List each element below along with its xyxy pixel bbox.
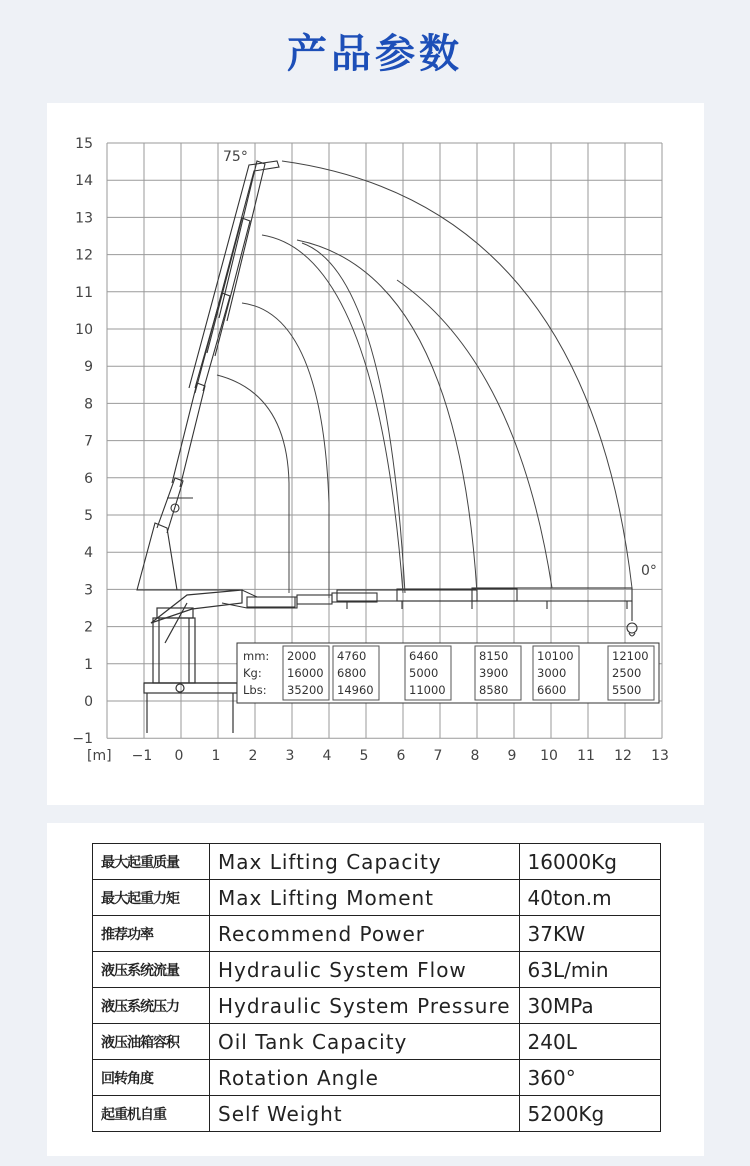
spec-table bbox=[92, 843, 661, 1132]
load-mm-value: 2000 bbox=[287, 649, 317, 663]
x-tick-label: 2 bbox=[248, 748, 258, 764]
spec-card bbox=[47, 823, 704, 1156]
spec-value: 30MPa bbox=[519, 988, 660, 1024]
spec-row bbox=[93, 952, 661, 988]
x-tick-label: 9 bbox=[507, 748, 517, 764]
y-tick-label: −1 bbox=[72, 731, 93, 748]
spec-value: 5200Kg bbox=[519, 1096, 660, 1132]
y-tick-label: 15 bbox=[75, 136, 93, 152]
load-kg-value: 2500 bbox=[612, 666, 642, 680]
y-tick-label: 1 bbox=[84, 656, 93, 673]
x-tick-label: 10 bbox=[540, 748, 558, 764]
page-title: 产品参数 bbox=[287, 31, 463, 77]
spec-name-en: Hydraulic System Pressure bbox=[210, 988, 520, 1024]
y-tick-label: 5 bbox=[84, 508, 93, 524]
spec-name-cn: 起重机自重 bbox=[93, 1096, 210, 1132]
y-tick-label: 8 bbox=[84, 396, 93, 413]
spec-row bbox=[93, 880, 661, 916]
load-mm-value: 10100 bbox=[537, 649, 574, 663]
x-tick-label: 12 bbox=[614, 748, 632, 764]
spec-name-en: Rotation Angle bbox=[210, 1060, 520, 1096]
spec-name-en: Self Weight bbox=[210, 1096, 520, 1132]
unit-mm-label: mm: bbox=[243, 649, 270, 663]
spec-value: 37KW bbox=[519, 916, 660, 952]
x-tick-label: 0 bbox=[174, 748, 184, 764]
x-tick-label: 7 bbox=[433, 748, 443, 764]
x-tick-label: 5 bbox=[359, 748, 369, 764]
load-lbs-value: 35200 bbox=[287, 683, 324, 697]
y-tick-label: 9 bbox=[84, 359, 93, 376]
y-tick-label: 2 bbox=[84, 619, 93, 636]
spec-value: 16000Kg bbox=[519, 844, 660, 880]
spec-name-cn: 液压系统流量 bbox=[93, 952, 210, 988]
unit-kg-label: Kg: bbox=[243, 666, 262, 680]
spec-name-cn: 最大起重质量 bbox=[93, 844, 210, 880]
spec-row bbox=[93, 988, 661, 1024]
boom-raised bbox=[137, 161, 279, 590]
spec-value: 240L bbox=[519, 1024, 660, 1060]
x-tick-label: 3 bbox=[285, 748, 295, 764]
load-kg-value: 5000 bbox=[409, 666, 439, 680]
x-tick-label: 6 bbox=[396, 748, 406, 764]
load-chart bbox=[47, 103, 704, 805]
load-kg-value: 3900 bbox=[479, 666, 509, 680]
y-axis-labels bbox=[72, 136, 93, 747]
load-kg-value: 6800 bbox=[337, 666, 367, 680]
spec-name-cn: 推荐功率 bbox=[93, 916, 210, 952]
x-tick-label: 8 bbox=[470, 748, 480, 764]
spec-row bbox=[93, 1096, 661, 1132]
spec-name-en: Max Lifting Capacity bbox=[210, 844, 520, 880]
x-tick-label: 1 bbox=[211, 748, 221, 764]
x-axis-labels bbox=[132, 748, 669, 764]
spec-name-cn: 液压系统压力 bbox=[93, 988, 210, 1024]
load-chart-card bbox=[47, 103, 704, 805]
load-mm-value: 4760 bbox=[337, 649, 367, 663]
load-lbs-value: 8580 bbox=[479, 683, 509, 697]
spec-row bbox=[93, 844, 661, 880]
x-tick-label: 11 bbox=[577, 748, 595, 764]
y-tick-label: 14 bbox=[75, 173, 93, 190]
spec-name-cn: 回转角度 bbox=[93, 1060, 210, 1096]
y-tick-label: 6 bbox=[84, 470, 93, 487]
y-tick-label: 11 bbox=[75, 284, 93, 301]
x-tick-label: −1 bbox=[131, 748, 153, 764]
y-tick-label: 0 bbox=[84, 694, 93, 710]
y-tick-label: 12 bbox=[75, 247, 93, 264]
spec-row bbox=[93, 916, 661, 952]
spec-name-en: Max Lifting Moment bbox=[210, 880, 520, 916]
load-table bbox=[237, 643, 659, 703]
y-tick-label: 10 bbox=[75, 322, 93, 338]
x-tick-label: 4 bbox=[322, 748, 332, 764]
y-tick-label: 3 bbox=[84, 582, 93, 599]
x-tick-label: 13 bbox=[651, 748, 669, 764]
load-mm-value: 12100 bbox=[612, 649, 649, 663]
spec-name-cn: 液压油箱容积 bbox=[93, 1024, 210, 1060]
spec-name-cn: 最大起重力矩 bbox=[93, 880, 210, 916]
load-lbs-value: 6600 bbox=[537, 683, 567, 697]
crane-base bbox=[144, 590, 242, 733]
spec-value: 360° bbox=[519, 1060, 660, 1096]
spec-name-en: Recommend Power bbox=[210, 916, 520, 952]
boom-horizontal bbox=[177, 588, 637, 636]
y-tick-label: 4 bbox=[84, 545, 93, 562]
unit-lbs-label: Lbs: bbox=[243, 683, 267, 697]
spec-name-en: Oil Tank Capacity bbox=[210, 1024, 520, 1060]
spec-value: 40ton.m bbox=[519, 880, 660, 916]
load-lbs-value: 5500 bbox=[612, 683, 642, 697]
lift-curves bbox=[217, 161, 632, 598]
load-lbs-value: 14960 bbox=[337, 683, 374, 697]
y-tick-label: 7 bbox=[84, 433, 93, 450]
spec-row bbox=[93, 1024, 661, 1060]
min-angle-label: 0° bbox=[641, 563, 657, 579]
load-kg-value: 3000 bbox=[537, 666, 567, 680]
spec-name-en: Hydraulic System Flow bbox=[210, 952, 520, 988]
y-tick-label: 13 bbox=[75, 210, 93, 227]
load-mm-value: 8150 bbox=[479, 649, 509, 663]
max-angle-label: 75° bbox=[223, 149, 248, 165]
load-lbs-value: 11000 bbox=[409, 683, 446, 697]
spec-value: 63L/min bbox=[519, 952, 660, 988]
load-mm-value: 6460 bbox=[409, 649, 439, 663]
spec-row bbox=[93, 1060, 661, 1096]
load-kg-value: 16000 bbox=[287, 666, 324, 680]
x-axis-unit: [m] bbox=[87, 748, 112, 764]
